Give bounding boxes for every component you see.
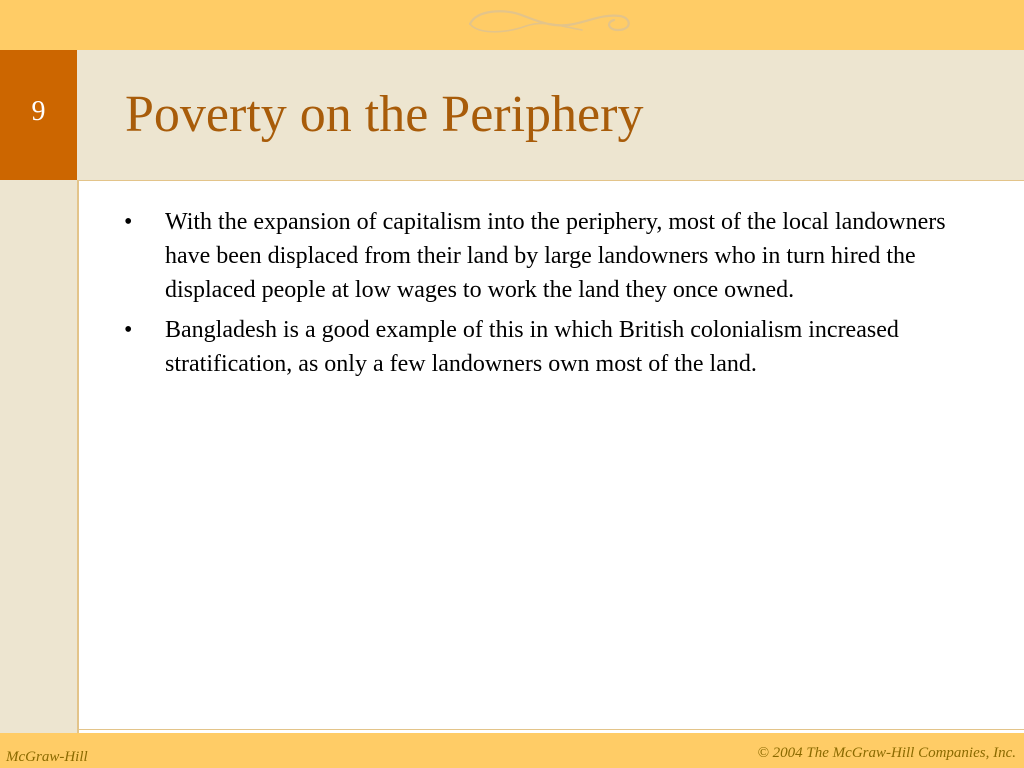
top-band [0, 0, 1024, 50]
bullet-text: With the expansion of capitalism into the periphery, most of the local landowners have been displaced from their land by large landowners who in turn hired the displaced people at low wages to work the land they once owned. [165, 209, 946, 303]
footer-copyright: © 2004 The McGraw-Hill Companies, Inc. [757, 745, 1016, 761]
slide-title: Poverty on the Periphery [125, 86, 644, 143]
bullet-item [124, 313, 964, 381]
footer-divider [77, 729, 1024, 730]
footer-publisher: McGraw-Hill [6, 749, 88, 765]
slide-number-box [0, 50, 77, 180]
bullet-marker: • [124, 317, 133, 343]
swirl-ornament-icon [464, 4, 634, 40]
sidebar-divider [77, 181, 79, 733]
bullet-item [124, 205, 964, 307]
bullet-list [124, 205, 964, 387]
slide-number: 9 [31, 96, 46, 127]
bullet-text: Bangladesh is a good example of this in which British colonialism increased stratification, as only a few landowners own most of the land. [165, 317, 899, 377]
title-divider [77, 180, 1024, 181]
bullet-marker: • [124, 209, 133, 235]
